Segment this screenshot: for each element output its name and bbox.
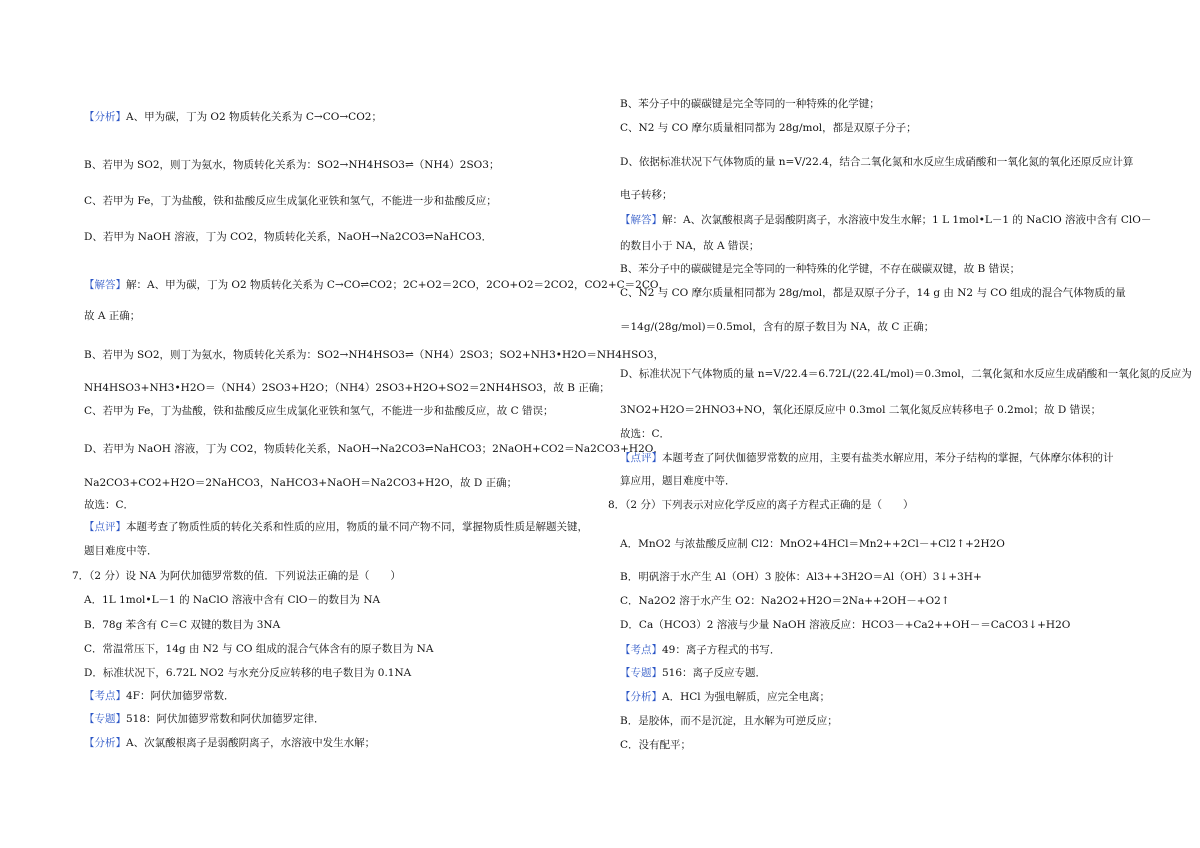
- q8-option-d: D．Ca（HCO3）2 溶液与少量 NaOH 溶液反应：HCO3－+Ca2++OH－＝CaCO3↓+H2O: [620, 619, 1071, 631]
- r-solution-c2: ＝14g/(28g/mol)＝0.5mol，含有的原子数目为 NA，故 C 正确；: [620, 321, 935, 333]
- r-analysis-b: B、苯分子中的碳碳键是完全等同的一种特殊的化学键；: [620, 98, 880, 110]
- q7-stem: 7．（2 分）设 NA 为阿伏加德罗常数的值．下列说法正确的是（ ）: [72, 570, 401, 582]
- q8-analysis-a: 【分析】A．HCl 为强电解质，应完全电离；: [620, 691, 830, 703]
- p1-solution-c: C、若甲为 Fe，丁为盐酸，铁和盐酸反应生成氯化亚铁和氢气，不能进一步和盐酸反应，故 C 错误；: [84, 405, 554, 417]
- topic-tag: 【专题】: [84, 713, 126, 725]
- r-solution-a: 【解答】解：A、次氯酸根离子是弱酸阴离子，水溶液中发生水解；1 L 1mol•L－1 的 NaClO 溶液中含有 ClO－: [620, 214, 1152, 226]
- p1-solution-a2: 故 A 正确；: [84, 310, 141, 322]
- analysis-tag: 【分析】: [84, 737, 126, 749]
- r-solution-c: C、N2 与 CO 摩尔质量相同都为 28g/mol，都是双原子分子，14 g 由 N2 与 CO 组成的混合气体物质的量: [620, 287, 1126, 299]
- q7-option-a: A．1L 1mol•L－1 的 NaClO 溶液中含有 ClO－的数目为 NA: [84, 594, 381, 606]
- q8-point: 【考点】49：离子方程式的书写．: [620, 644, 781, 656]
- analysis-tag: 【分析】: [84, 111, 126, 123]
- point-tag: 【考点】: [84, 690, 126, 702]
- p1-analysis-b: B、若甲为 SO2，则丁为氨水，物质转化关系为：SO2→NH4HSO3⇌（NH4）2SO3；: [84, 159, 500, 171]
- solution-tag: 【解答】: [620, 214, 662, 226]
- r-comment2: 算应用，题目难度中等．: [620, 475, 736, 487]
- r-analysis-c: C、N2 与 CO 摩尔质量相同都为 28g/mol，都是双原子分子；: [620, 122, 917, 134]
- q8-analysis-c: C．没有配平；: [620, 739, 692, 751]
- r-solution-a2: 的数目小于 NA，故 A 错误；: [620, 240, 760, 252]
- p1-solution-b2: NH4HSO3+NH3•H2O＝（NH4）2SO3+H2O；（NH4）2SO3+H2O+SO2＝2NH4HSO3，故 B 正确；: [84, 382, 610, 394]
- q8-stem: 8．（2 分）下列表示对应化学反应的离子方程式正确的是（ ）: [608, 499, 914, 511]
- p1-analysis-d: D、若甲为 NaOH 溶液，丁为 CO2，物质转化关系，NaOH→Na2CO3⇌NaHCO3．: [84, 231, 493, 243]
- q8-option-b: B．明矾溶于水产生 Al（OH）3 胶体：Al3++3H2O＝Al（OH）3↓+3H+: [620, 571, 982, 583]
- analysis-tag: 【分析】: [620, 691, 662, 703]
- q7-option-b: B．78g 苯含有 C＝C 双键的数目为 3NA: [84, 619, 281, 631]
- right-column: [608, 0, 1192, 848]
- r-choice: 故选：C．: [620, 428, 671, 440]
- p1-solution-b: B、若甲为 SO2，则丁为氨水，物质转化关系为：SO2→NH4HSO3⇌（NH4）2SO3；SO2+NH3•H2O＝NH4HSO3，: [84, 349, 665, 361]
- r-analysis-d2: 电子转移；: [620, 189, 673, 201]
- p1-choice: 故选：C．: [84, 499, 135, 511]
- r-analysis-d: D、依据标准状况下气体物质的量 n=V/22.4，结合二氧化氮和水反应生成硝酸和一氧化氮的氧化还原反应计算: [620, 156, 1134, 168]
- p1-solution-d: D、若甲为 NaOH 溶液，丁为 CO2，物质转化关系，NaOH→Na2CO3⇌NaHCO3；2NaOH+CO2＝Na2CO3+H2O，: [84, 443, 664, 455]
- p1-analysis-c: C、若甲为 Fe，丁为盐酸，铁和盐酸反应生成氯化亚铁和氢气，不能进一步和盐酸反应；: [84, 195, 497, 207]
- point-tag: 【考点】: [620, 644, 662, 656]
- topic-tag: 【专题】: [620, 667, 662, 679]
- solution-tag: 【解答】: [84, 279, 126, 291]
- q7-analysis: 【分析】A、次氯酸根离子是弱酸阴离子，水溶液中发生水解；: [84, 737, 376, 749]
- p1-analysis: 【分析】A、甲为碳，丁为 O2 物质转化关系为 C→CO→CO2；: [84, 111, 382, 123]
- p1-solution-a: 【解答】解：A、甲为碳，丁为 O2 物质转化关系为 C→CO⇌CO2；2C+O2＝2CO，2CO+O2＝2CO2，CO2+C＝2CO，: [84, 279, 669, 291]
- r-solution-b: B、苯分子中的碳碳键是完全等同的一种特殊的化学键，不存在碳碳双键，故 B 错误；: [620, 263, 1021, 275]
- q7-option-d: D．标准状况下，6.72L NO2 与水充分反应转移的电子数目为 0.1NA: [84, 667, 412, 679]
- q8-topic: 【专题】516：离子反应专题．: [620, 667, 767, 679]
- p1-comment: 【点评】本题考查了物质性质的转化关系和性质的应用，物质的量不同产物不同，掌握物质性质是解题关键，: [84, 521, 588, 533]
- p1-comment2: 题目难度中等．: [84, 545, 158, 557]
- comment-tag: 【点评】: [84, 521, 126, 533]
- r-comment: 【点评】本题考查了阿伏伽德罗常数的应用，主要有盐类水解应用，苯分子结构的掌握，气体摩尔体积的计: [620, 452, 1114, 464]
- q8-option-c: C．Na2O2 溶于水产生 O2：Na2O2+H2O＝2Na++2OH－+O2↑: [620, 595, 950, 607]
- r-solution-d2: 3NO2+H2O＝2HNO3+NO，氧化还原反应中 0.3mol 二氧化氮反应转移电子 0.2mol；故 D 错误；: [620, 404, 1102, 416]
- r-solution-d: D、标准状况下气体物质的量 n=V/22.4＝6.72L/(22.4L/mol)＝0.3mol，二氧化氮和水反应生成硝酸和一氧化氮的反应为: [620, 368, 1192, 380]
- q7-topic: 【专题】518：阿伏加德罗常数和阿伏加德罗定律．: [84, 713, 325, 725]
- p1-solution-d2: Na2CO3+CO2+H2O＝2NaHCO3，NaHCO3+NaOH＝Na2CO3+H2O，故 D 正确；: [84, 477, 518, 489]
- q7-option-c: C．常温常压下，14g 由 N2 与 CO 组成的混合气体含有的原子数目为 NA: [84, 643, 434, 655]
- q7-point: 【考点】4F：阿伏加德罗常数．: [84, 690, 235, 702]
- comment-tag: 【点评】: [620, 452, 662, 464]
- q8-analysis-b: B．是胶体，而不是沉淀，且水解为可逆反应；: [620, 715, 838, 727]
- q8-option-a: A．MnO2 与浓盐酸反应制 Cl2：MnO2+4HCl＝Mn2++2Cl－+Cl2↑+2H2O: [620, 538, 1005, 550]
